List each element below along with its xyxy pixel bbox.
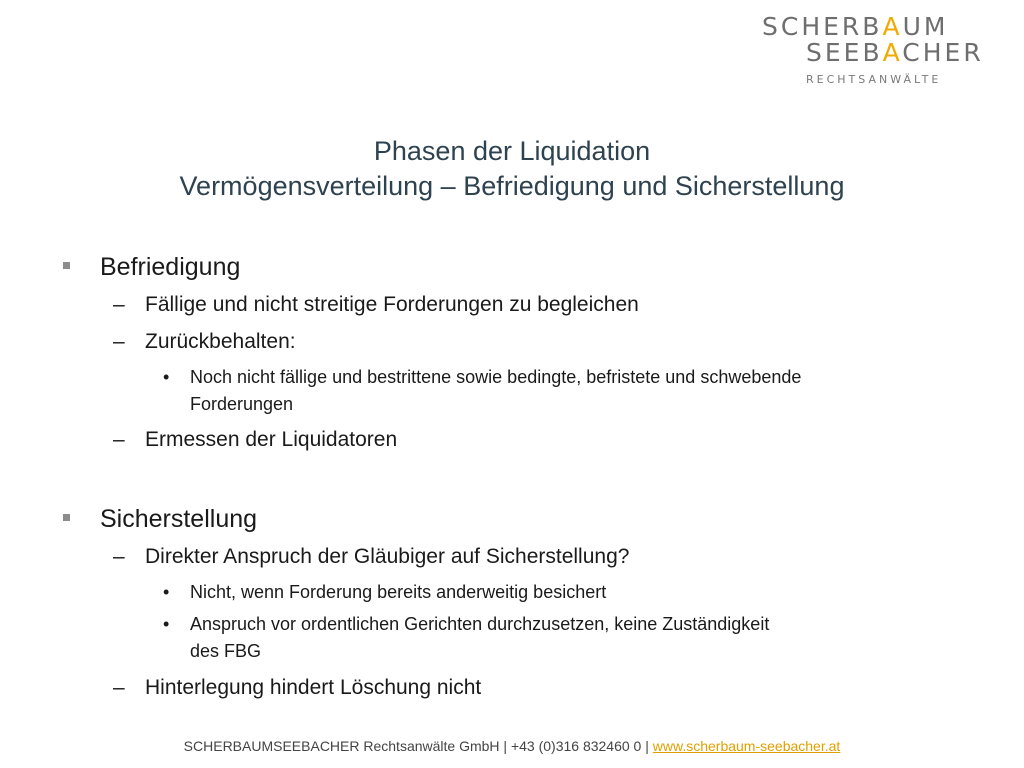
dash-bullet-icon: – xyxy=(113,293,125,316)
website-link[interactable]: www.scherbaum-seebacher.at xyxy=(652,738,841,754)
sub-list-item: • Nicht, wenn Forderung bereits anderweitig besichert xyxy=(190,579,606,606)
section-heading: Befriedigung xyxy=(100,253,240,282)
sub-list-item: • Noch nicht fällige und bestrittene sowie bedingte, befristete und schwebende Forderungen xyxy=(190,364,801,418)
square-bullet-icon xyxy=(63,262,70,269)
title-line-1: Phasen der Liquidation xyxy=(373,136,651,166)
square-bullet-icon xyxy=(63,514,70,521)
section-heading: Sicherstellung xyxy=(100,505,257,534)
dash-bullet-icon: – xyxy=(113,545,125,568)
slide-title xyxy=(0,134,1024,204)
dash-bullet-icon: – xyxy=(113,330,125,353)
dot-bullet-icon: • xyxy=(163,582,170,602)
list-item: – Zurückbehalten: xyxy=(113,330,296,353)
footer xyxy=(0,738,1024,754)
dash-bullet-icon: – xyxy=(113,676,125,699)
list-item: – Fällige und nicht streitige Forderungen zu begleichen xyxy=(113,293,639,316)
dot-bullet-icon: • xyxy=(163,614,170,634)
dash-bullet-icon: – xyxy=(113,428,125,451)
dot-bullet-icon: • xyxy=(163,367,170,387)
title-line-2: Vermögensverteilung – Befriedigung und Sicherstellung xyxy=(179,171,845,201)
list-item: – Ermessen der Liquidatoren xyxy=(113,428,398,451)
logo-line-2: SEEBACHER xyxy=(806,38,984,67)
list-item: – Hinterlegung hindert Löschung nicht xyxy=(113,676,482,699)
list-item: – Direkter Anspruch der Gläubiger auf Sicherstellung? xyxy=(113,545,630,568)
logo-line-1: SCHERBAUM xyxy=(762,12,949,41)
logo-tagline: RECHTSANWÄLTE xyxy=(806,73,942,86)
sub-list-item: • Anspruch vor ordentlichen Gerichten durchzusetzen, keine Zuständigkeit des FBG xyxy=(190,611,769,665)
footer-text: SCHERBAUMSEEBACHER Rechtsanwälte GmbH | +43 (0)316 832460 0 | xyxy=(183,738,653,754)
company-logo xyxy=(762,14,1002,86)
